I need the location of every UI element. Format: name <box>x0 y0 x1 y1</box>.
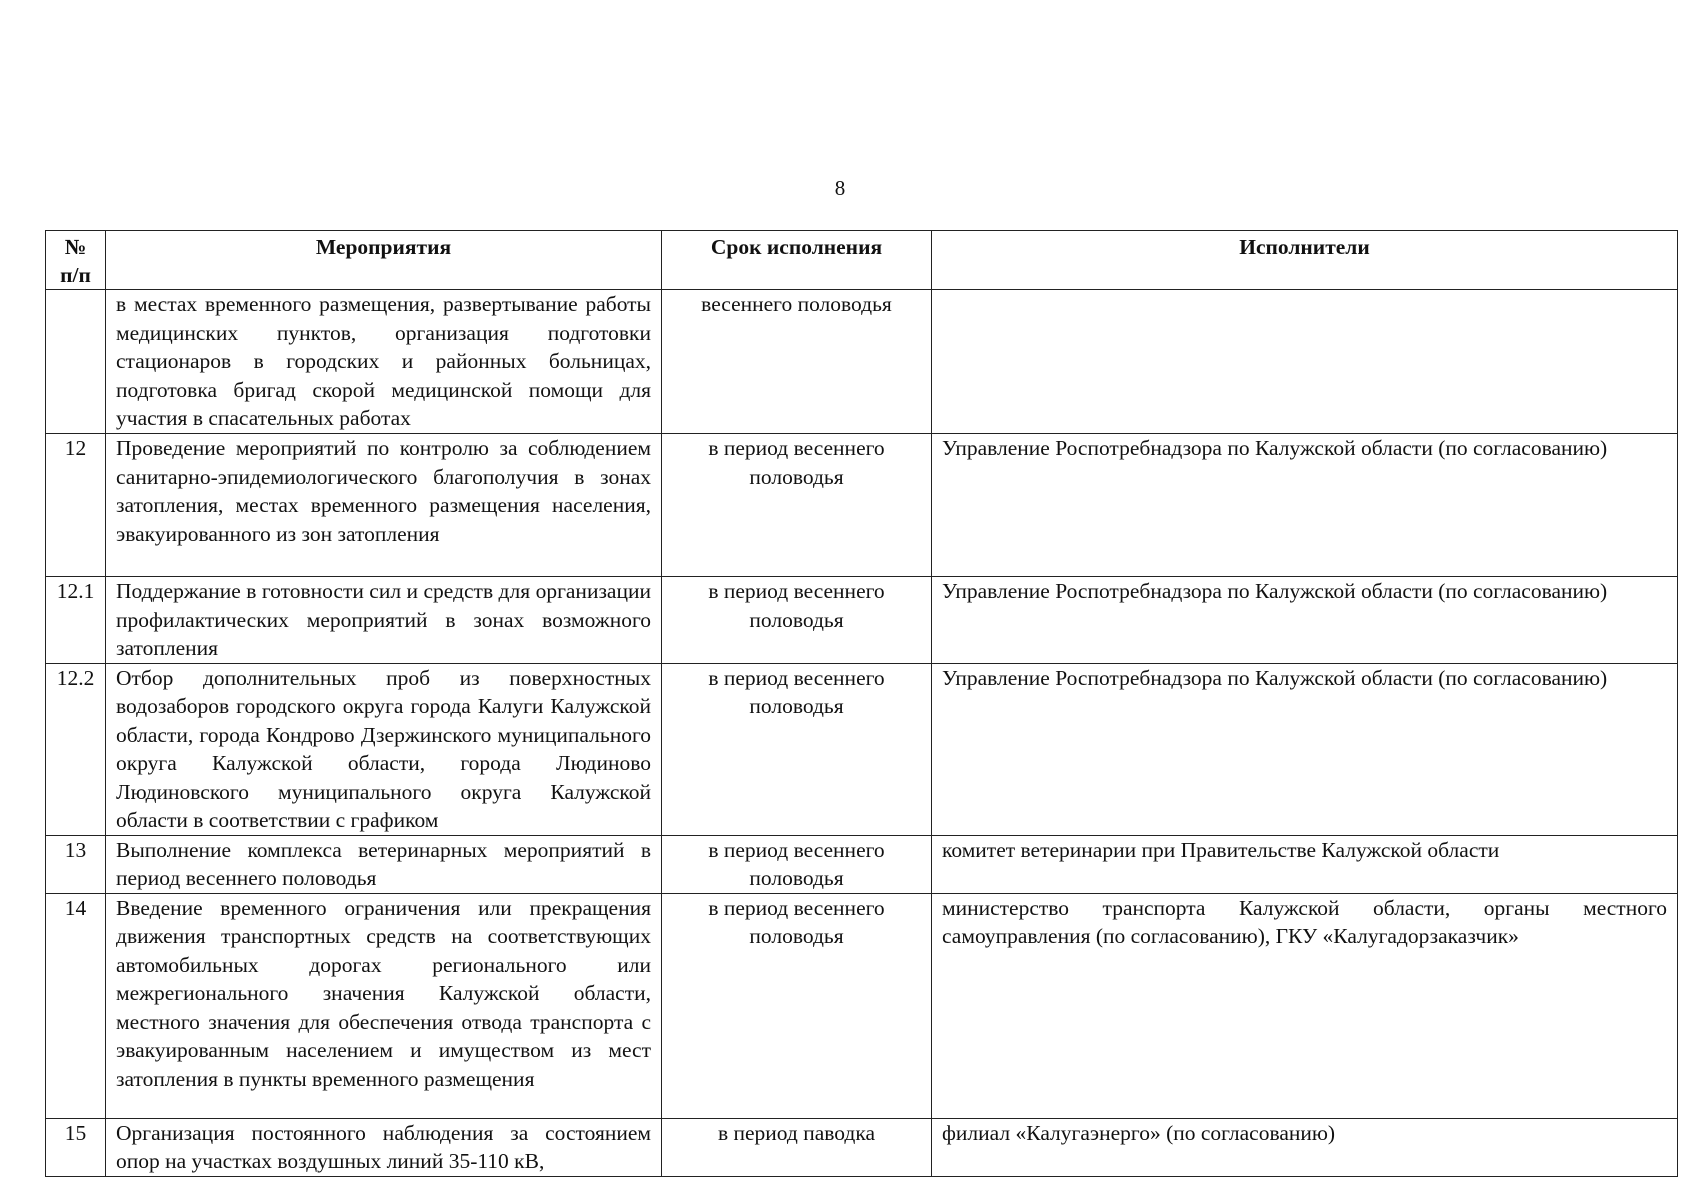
row-executor: Управление Роспотребнадзора по Калужской области (по согласованию) <box>932 434 1678 577</box>
header-term: Срок исполнения <box>662 231 932 290</box>
row-action: Организация постоянного наблюдения за состоянием опор на участках воздушных линий 35-110 кВ, <box>106 1118 662 1176</box>
row-term: в период весеннего половодья <box>662 835 932 893</box>
row-num: 13 <box>46 835 106 893</box>
table-row <box>46 663 1678 835</box>
row-action: Проведение мероприятий по контролю за соблюдением санитарно-эпидемиологического благополучия в зонах затопления, местах временного размещения населения, эвакуированного из зон затопления <box>106 434 662 577</box>
table-header-row <box>46 231 1678 290</box>
header-executor: Исполнители <box>932 231 1678 290</box>
row-num: 12.2 <box>46 663 106 835</box>
row-action: в местах временного размещения, развертывание работы медицинских пунктов, организация подготовки стационаров в городских и районных больницах, подготовка бригад скорой медицинской помощи для участия в спасательных работах <box>106 290 662 434</box>
row-term: в период весеннего половодья <box>662 577 932 664</box>
row-term: в период весеннего половодья <box>662 663 932 835</box>
header-num: № п/п <box>46 231 106 290</box>
table-row <box>46 434 1678 577</box>
row-executor: министерство транспорта Калужской области, органы местного самоуправления (по согласованию), ГКУ «Калугадорзаказчик» <box>932 893 1678 1118</box>
row-executor: филиал «Калугаэнерго» (по согласованию) <box>932 1118 1678 1176</box>
row-action: Выполнение комплекса ветеринарных мероприятий в период весеннего половодья <box>106 835 662 893</box>
row-term: в период весеннего половодья <box>662 434 932 577</box>
row-term: весеннего половодья <box>662 290 932 434</box>
row-num: 12.1 <box>46 577 106 664</box>
row-executor <box>932 290 1678 434</box>
measures-table <box>45 230 1678 1177</box>
row-term: в период паводка <box>662 1118 932 1176</box>
header-action: Мероприятия <box>106 231 662 290</box>
row-action: Введение временного ограничения или прекращения движения транспортных средств на соответствующих автомобильных дорогах регионального или межрегионального значения Калужской области, местного значения для обеспечения отвода транспорта с эвакуированным населением и имуществом из мест затопления в пункты временного размещения <box>106 893 662 1118</box>
table-row <box>46 1118 1678 1176</box>
page-number: 8 <box>834 176 846 200</box>
row-num: 12 <box>46 434 106 577</box>
row-executor: Управление Роспотребнадзора по Калужской области (по согласованию) <box>932 577 1678 664</box>
table-row <box>46 893 1678 1118</box>
row-num <box>46 290 106 434</box>
row-num: 15 <box>46 1118 106 1176</box>
row-executor: Управление Роспотребнадзора по Калужской области (по согласованию) <box>932 663 1678 835</box>
row-num: 14 <box>46 893 106 1118</box>
table-row <box>46 835 1678 893</box>
table-row <box>46 290 1678 434</box>
row-action: Поддержание в готовности сил и средств для организации профилактических мероприятий в зонах возможного затопления <box>106 577 662 664</box>
row-executor: комитет ветеринарии при Правительстве Калужской области <box>932 835 1678 893</box>
table-row <box>46 577 1678 664</box>
row-action: Отбор дополнительных проб из поверхностных водозаборов городского округа города Калуги Калужской области, города Кондрово Дзержинского муниципального округа Калужской области, города Людиново Людиновского муниципального округа Калужской области в соответствии с графиком <box>106 663 662 835</box>
row-term: в период весеннего половодья <box>662 893 932 1118</box>
